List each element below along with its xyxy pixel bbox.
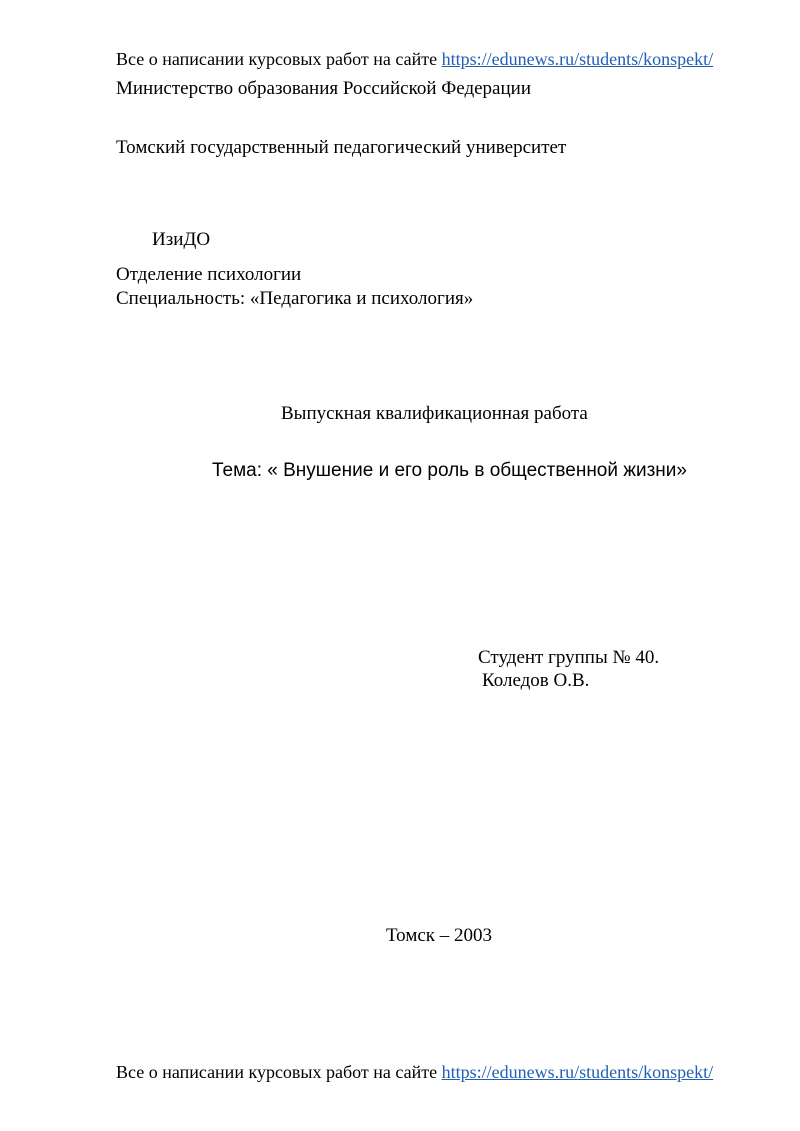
specialty-name: Специальность: «Педагогика и психология» xyxy=(116,288,474,309)
student-group: Студент группы № 40. xyxy=(478,647,660,668)
header-line xyxy=(116,50,713,68)
student-name: Коледов О.В. xyxy=(482,670,590,691)
header-prefix: Все о написании курсовых работ на сайте xyxy=(116,49,438,69)
header-link[interactable]: https://edunews.ru/students/konspekt/ xyxy=(441,49,714,69)
topic-title: Тема: « Внушение и его роль в общественной жизни» xyxy=(212,460,687,481)
footer-prefix: Все о написании курсовых работ на сайте xyxy=(116,1062,438,1082)
institute-name: ИзиДО xyxy=(152,229,211,250)
footer-line xyxy=(116,1063,713,1081)
city-year: Томск – 2003 xyxy=(386,925,493,946)
department-name: Отделение психологии xyxy=(116,264,302,285)
university-title: Томский государственный педагогический университет xyxy=(116,137,567,158)
work-type: Выпускная квалификационная работа xyxy=(281,403,588,424)
ministry-title: Министерство образования Российской Федерации xyxy=(116,78,531,99)
footer-link[interactable]: https://edunews.ru/students/konspekt/ xyxy=(441,1062,714,1082)
